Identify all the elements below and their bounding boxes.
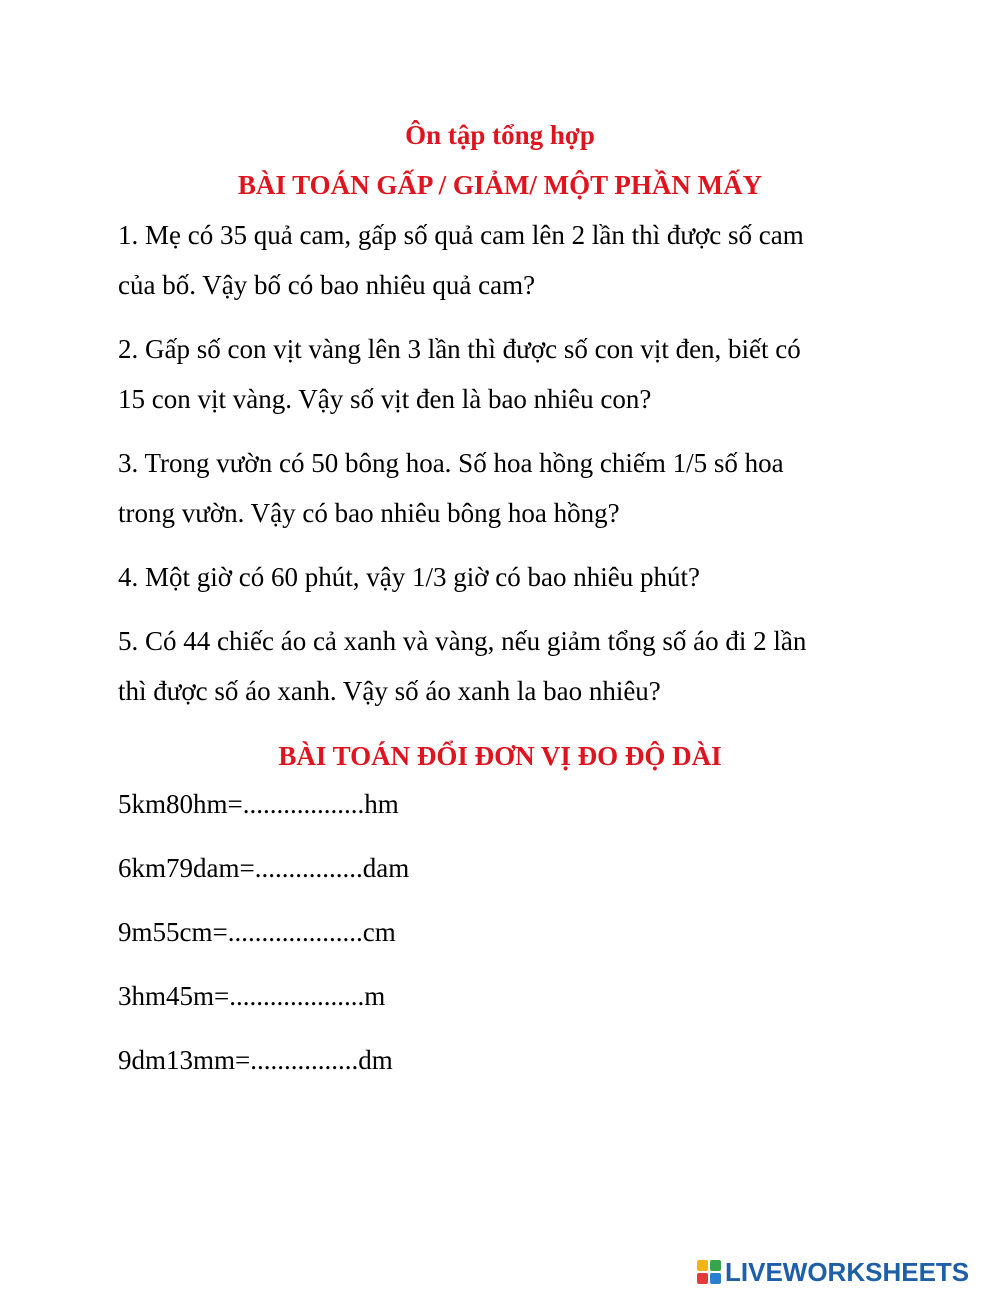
logo-block-1 [697,1260,708,1271]
problem-5-line-2: thì được số áo xanh. Vậy số áo xanh la bao nhiêu? [118,676,661,706]
conversion-item-5: 9dm13mm=................dm [118,1045,393,1075]
liveworksheets-logo[interactable] [697,1252,969,1292]
section1-title: BÀI TOÁN GẤP / GIẢM/ MỘT PHẦN MẤY [237,170,763,200]
problem-5 [118,616,878,716]
problem-3-line-2: trong vườn. Vậy có bao nhiêu bông hoa hồng? [118,498,620,528]
problem-3-line-1: 3. Trong vườn có 50 bông hoa. Số hoa hồng chiếm 1/5 số hoa [118,448,784,478]
problem-4-line-1: 4. Một giờ có 60 phút, vậy 1/3 giờ có bao nhiêu phút? [118,562,700,592]
problem-5-line-1: 5. Có 44 chiếc áo cả xanh và vàng, nếu giảm tổng số áo đi 2 lần [118,626,807,656]
problem-1-line-1: 1. Mẹ có 35 quả cam, gấp số quả cam lên 2 lần thì được số cam [118,220,804,250]
conversion-item-1: 5km80hm=..................hm [118,789,399,819]
problem-1-line-2: của bố. Vậy bố có bao nhiêu quả cam? [118,270,536,300]
problem-2 [118,324,878,424]
problem-3 [118,438,878,538]
conversion-item-2: 6km79dam=................dam [118,853,410,883]
conversion-item-4: 3hm45m=....................m [118,981,386,1011]
logo-block-2 [710,1260,721,1271]
problem-1 [118,210,878,310]
problem-2-line-2: 15 con vịt vàng. Vậy số vịt đen là bao nhiêu con? [118,384,652,414]
logo-text: LIVEWORKSHEETS [725,1256,970,1287]
liveworksheets-logo-icon [697,1260,721,1284]
section2-title: BÀI TOÁN ĐỔI ĐƠN VỊ ĐO ĐỘ DÀI [278,741,722,771]
problem-2-line-1: 2. Gấp số con vịt vàng lên 3 lần thì được số con vịt đen, biết có [118,334,801,364]
logo-block-4 [710,1273,721,1284]
conversion-item-3: 9m55cm=....................cm [118,917,396,947]
page-title: Ôn tập tổng hợp [405,120,595,150]
logo-block-3 [697,1273,708,1284]
problem-4 [118,552,878,602]
